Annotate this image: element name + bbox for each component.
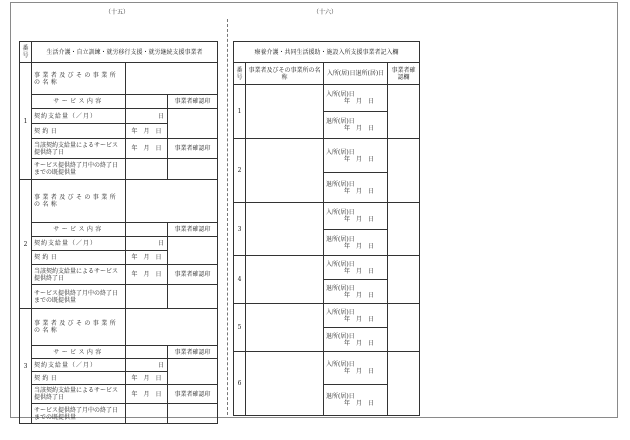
provider-field[interactable] <box>246 203 324 256</box>
row-number: 2 <box>234 139 246 203</box>
seal-label: 事業者確認印 <box>168 223 218 237</box>
exit-date-field[interactable] <box>324 280 388 304</box>
end-date-field[interactable]: 年 月 日 <box>126 139 168 159</box>
row-number: 3 <box>234 203 246 256</box>
used-amount-label: サービス提供終了月中の終了日までの既提供量 <box>32 159 126 180</box>
seal-field[interactable] <box>168 109 218 139</box>
entry-ymd: 年 月 日 <box>344 155 375 163</box>
exit-label: 退所(居)日 <box>326 332 355 340</box>
seal-label: 事業者確認印 <box>168 95 218 109</box>
seal-field[interactable] <box>388 85 420 139</box>
exit-ymd: 年 月 日 <box>344 125 375 132</box>
entry-label: 入所(居)日 <box>326 209 355 216</box>
contract-date-field[interactable]: 年 月 日 <box>126 251 168 265</box>
contract-amount-label: 契約支給量（／月） <box>32 109 126 124</box>
exit-date-field[interactable] <box>324 230 388 256</box>
provider-field[interactable] <box>246 352 324 416</box>
seal-field[interactable] <box>168 237 218 265</box>
seal-field[interactable] <box>388 256 420 304</box>
exit-ymd: 年 月 日 <box>344 339 375 347</box>
exit-label: 退所(居)日 <box>326 393 355 400</box>
service-label: サービス内容 <box>32 346 126 359</box>
service-label: サービス内容 <box>32 95 126 109</box>
right-page-number: （十六） <box>312 9 337 16</box>
entry-date-field[interactable] <box>324 256 388 280</box>
exit-label: 退所(居)日 <box>326 118 355 125</box>
block-number: 3 <box>20 309 32 424</box>
provider-label: 事業者及びその事業所の名称 <box>32 63 126 95</box>
left-service-table <box>19 41 218 424</box>
provider-field[interactable] <box>126 180 218 223</box>
entry-label: 入所(居)日 <box>326 308 355 316</box>
seal-label: 事業者確認印 <box>168 265 218 285</box>
contract-amount-field[interactable]: 日 <box>126 237 168 251</box>
exit-date-field[interactable] <box>324 112 388 139</box>
left-header-no: 番号 <box>20 42 32 63</box>
exit-ymd: 年 月 日 <box>344 291 375 299</box>
used-amount-field[interactable] <box>126 404 168 424</box>
left-page-number: （十五） <box>104 9 129 16</box>
row-number: 5 <box>234 304 246 352</box>
provider-label: 事業者及びその事業所の名称 <box>32 180 126 223</box>
seal-field[interactable] <box>168 159 218 180</box>
right-header-seal: 事業者確認欄 <box>388 63 420 85</box>
right-header-provider: 事業者及びその事業所の名称 <box>246 63 324 85</box>
entry-label: 入所(居)日 <box>326 260 355 268</box>
provider-field[interactable] <box>246 256 324 304</box>
used-amount-label: サービス提供終了月中の終了日までの既提供量 <box>32 404 126 424</box>
seal-field[interactable] <box>168 359 218 385</box>
entry-date-field[interactable] <box>324 85 388 112</box>
service-field[interactable] <box>126 95 168 109</box>
row-number: 6 <box>234 352 246 416</box>
fold-line <box>227 19 228 415</box>
right-residence-table <box>233 41 420 416</box>
contract-date-label: 契約日 <box>32 251 126 265</box>
service-label: サービス内容 <box>32 223 126 237</box>
contract-date-field[interactable]: 年 月 日 <box>126 372 168 385</box>
seal-field[interactable] <box>388 139 420 203</box>
entry-ymd: 年 月 日 <box>344 368 375 375</box>
seal-field[interactable] <box>388 203 420 256</box>
used-amount-label: サービス提供終了月中の終了日までの既提供量 <box>32 285 126 309</box>
contract-date-field[interactable]: 年 月 日 <box>126 124 168 139</box>
provider-field[interactable] <box>126 309 218 346</box>
seal-label: 事業者確認印 <box>168 346 218 359</box>
contract-date-label: 契約日 <box>32 372 126 385</box>
entry-ymd: 年 月 日 <box>344 216 375 223</box>
right-header-no: 番号 <box>234 63 246 85</box>
contract-date-label: 契約日 <box>32 124 126 139</box>
entry-ymd: 年 月 日 <box>344 267 375 275</box>
provider-field[interactable] <box>246 139 324 203</box>
service-field[interactable] <box>126 223 168 237</box>
end-date-label: 当該契約支給量によるサービス提供終了日 <box>32 139 126 159</box>
block-number: 1 <box>20 63 32 180</box>
right-header-title: 療養介護・共同生活援助・施設入所支援事業者記入欄 <box>234 42 420 63</box>
entry-date-field[interactable] <box>324 203 388 230</box>
form-sheet <box>10 2 618 421</box>
entry-date-field[interactable] <box>324 352 388 385</box>
entry-label: 入所(居)日 <box>326 91 355 98</box>
row-number: 1 <box>234 85 246 139</box>
service-field[interactable] <box>126 346 168 359</box>
provider-field[interactable] <box>246 304 324 352</box>
entry-date-field[interactable] <box>324 139 388 173</box>
end-date-label: 当該契約支給量によるサービス提供終了日 <box>32 385 126 404</box>
provider-field[interactable] <box>246 85 324 139</box>
entry-label: 入所(居)日 <box>326 148 355 156</box>
exit-label: 退所(居)日 <box>326 284 355 292</box>
contract-amount-field[interactable]: 日 <box>126 359 168 372</box>
contract-amount-label: 契約支給量（／月） <box>32 237 126 251</box>
exit-label: 退所(居)日 <box>326 180 355 188</box>
end-date-field[interactable]: 年 月 日 <box>126 265 168 285</box>
seal-label: 事業者確認印 <box>168 139 218 159</box>
exit-date-field[interactable] <box>324 173 388 203</box>
seal-field[interactable] <box>168 285 218 309</box>
entry-ymd: 年 月 日 <box>344 98 375 105</box>
exit-ymd: 年 月 日 <box>344 187 375 195</box>
used-amount-field[interactable] <box>126 159 168 180</box>
entry-ymd: 年 月 日 <box>344 315 375 323</box>
exit-date-field[interactable] <box>324 385 388 416</box>
exit-ymd: 年 月 日 <box>344 242 375 250</box>
contract-amount-label: 契約支給量（／月） <box>32 359 126 372</box>
provider-field[interactable] <box>126 63 218 95</box>
seal-field[interactable] <box>388 352 420 416</box>
provider-label: 事業者及びその事業所の名称 <box>32 309 126 346</box>
row-number: 4 <box>234 256 246 304</box>
end-date-label: 当該契約支給量によるサービス提供終了日 <box>32 265 126 285</box>
entry-date-field[interactable] <box>324 304 388 328</box>
right-header-dates: 入所(居)日退所(居)日 <box>324 63 388 85</box>
seal-field[interactable] <box>388 304 420 352</box>
exit-date-field[interactable] <box>324 328 388 352</box>
entry-label: 入所(居)日 <box>326 361 355 368</box>
end-date-field[interactable]: 年 月 日 <box>126 385 168 404</box>
seal-field[interactable] <box>168 404 218 424</box>
block-number: 2 <box>20 180 32 309</box>
left-header-title: 生活介護・自立訓練・就労移行支援・就労継続支援事業者 <box>32 42 218 63</box>
exit-ymd: 年 月 日 <box>344 400 375 407</box>
seal-label: 事業者確認印 <box>168 385 218 404</box>
contract-amount-field[interactable]: 日 <box>126 109 168 124</box>
exit-label: 退所(居)日 <box>326 235 355 243</box>
used-amount-field[interactable] <box>126 285 168 309</box>
